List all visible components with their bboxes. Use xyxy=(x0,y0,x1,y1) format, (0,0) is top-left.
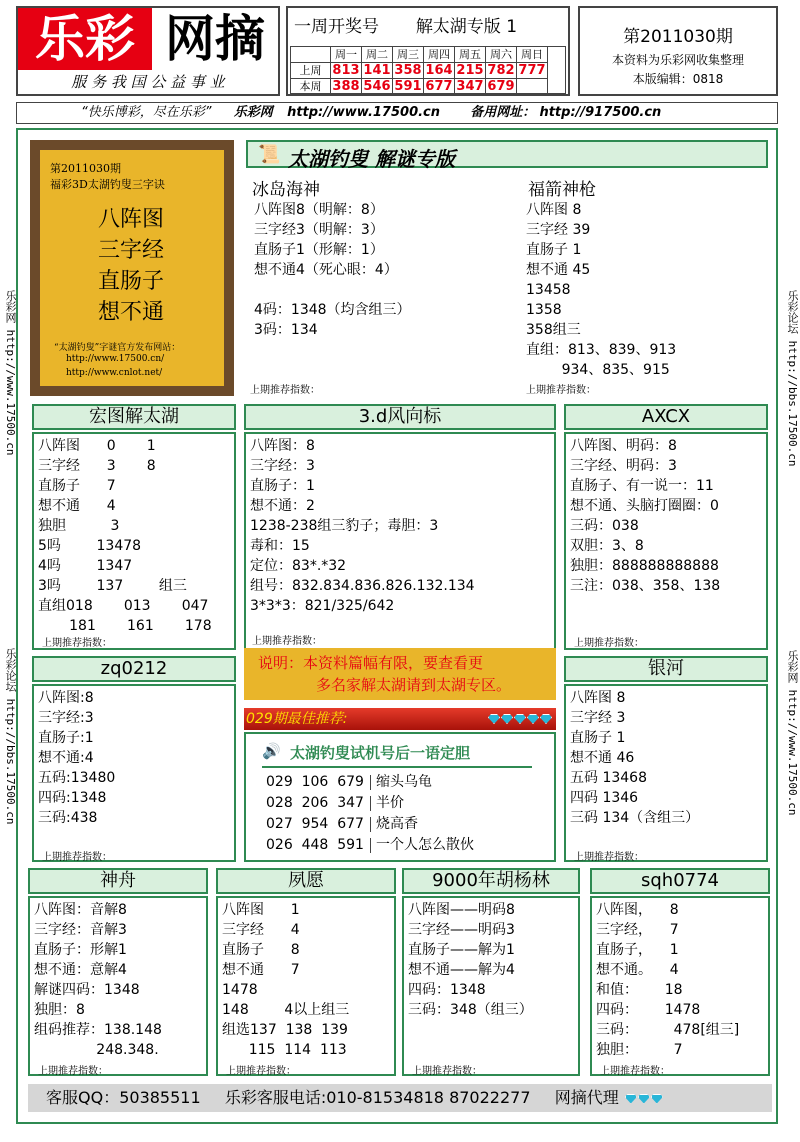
hongtu-line: 直肠子 7 xyxy=(38,478,116,494)
fujian-line: 直肠子 1 xyxy=(526,242,582,258)
axcx-line: 八阵图、明码：8 xyxy=(570,438,677,454)
notice-line-2: 多名家解太湖请到太湖专区。 xyxy=(316,676,512,694)
footer-qq-label: 客服QQ： xyxy=(46,1088,120,1107)
day-header: 周日 xyxy=(517,47,548,63)
hu-line: 三字经——明码3 xyxy=(408,922,515,938)
yinhe-line: 三码 134（含组三） xyxy=(570,810,700,826)
fengxiang-line: 八阵图：8 xyxy=(250,438,315,454)
fengxiang-footer: 上期推荐指数： xyxy=(252,636,322,647)
side-text-right-bottom: 乐彩网 http://www.17500.cn xyxy=(786,650,799,816)
last-week-number: 215 xyxy=(455,63,486,79)
axcx-line: 三码：038 xyxy=(570,518,639,534)
axcx-line: 想不通、头脑打圈圈：0 xyxy=(570,498,719,514)
this-week-number: 388 xyxy=(331,79,362,95)
draw-panel xyxy=(286,6,570,96)
sqh-line: 和值： 18 xyxy=(596,982,683,998)
yinhe-line: 四码 1346 xyxy=(570,790,639,806)
riddle-line-1: 八阵图 xyxy=(98,207,165,232)
fengyuan-line: 115 114 113 xyxy=(222,1042,347,1058)
fengxiang-line: 1238-238组三豹子；毒胆：3 xyxy=(250,518,439,534)
diamond-icon xyxy=(651,1094,663,1104)
day-header: 周二 xyxy=(362,47,393,63)
tagline-site-label: 乐彩网 xyxy=(233,105,273,120)
draw-table xyxy=(290,46,566,94)
best-row-hint: 半价 xyxy=(376,795,404,811)
axcx-line: 三注：038、358、138 xyxy=(570,578,721,594)
bingdao-line: 4码：1348（均含组三） xyxy=(254,302,411,318)
shenzhou-header: 神舟 xyxy=(28,868,208,894)
sqh-line: 直肠子， 1 xyxy=(596,942,679,958)
last-week-number: 813 xyxy=(331,63,362,79)
zq-header: zq0212 xyxy=(32,656,236,682)
side-text-left-bottom: 乐彩论坛 http://bbs.17500.cn xyxy=(4,648,17,825)
day-header: 周三 xyxy=(393,47,424,63)
this-week-number xyxy=(517,79,548,95)
bingdao-footer: 上期推荐指数： xyxy=(250,385,320,396)
hu-footer: 上期推荐指数： xyxy=(412,1066,482,1077)
bingdao-line: 直肠子1（形解：1） xyxy=(254,242,384,258)
sqh-header: sqh0774 xyxy=(590,868,770,894)
logo-le: 乐彩 xyxy=(18,8,152,70)
banner-title: 太湖钓叟 解谜专版 xyxy=(288,147,455,171)
best-row-divider xyxy=(370,775,371,790)
yinhe-line: 三字经 3 xyxy=(570,710,626,726)
bingdao-title: 冰岛海神 xyxy=(252,180,320,200)
best-row-divider xyxy=(370,796,371,811)
bingdao-line: 八阵图8（明解：8） xyxy=(254,202,384,218)
axcx-box xyxy=(564,432,768,650)
yinhe-box xyxy=(564,684,768,862)
this-week-number: 591 xyxy=(393,79,424,95)
footer-tel-label: 乐彩客服电话: xyxy=(224,1088,327,1107)
fengxiang-line: 直肠子：1 xyxy=(250,478,315,494)
fujian-line: 想不通 45 xyxy=(526,262,591,278)
riddle-line-4: 想不通 xyxy=(98,300,165,325)
slogan: 服 务 我 国 公 益 事 业 xyxy=(18,70,278,94)
zq-line: 想不通:4 xyxy=(38,750,94,766)
sqh-footer: 上期推荐指数： xyxy=(600,1066,670,1077)
zq-line: 八阵图:8 xyxy=(38,690,94,706)
tagline-backup-url[interactable]: http://917500.cn xyxy=(539,105,662,120)
fengyuan-line: 直肠子 8 xyxy=(222,942,300,958)
hongtu-footer: 上期推荐指数： xyxy=(42,638,112,649)
fengyuan-line: 组选137 138 139 xyxy=(222,1022,348,1038)
bingdao-line: 三字经3（明解：3） xyxy=(254,222,384,238)
fengyuan-header: 夙愿 xyxy=(216,868,396,894)
best-row-numbers: 026 448 591 xyxy=(266,837,364,853)
editor-note: 本版编辑：0818 xyxy=(632,72,724,86)
last-week-number: 141 xyxy=(362,63,393,79)
sqh-line: 八阵图， 8 xyxy=(596,902,679,918)
this-week-label: 本周 xyxy=(291,79,331,95)
draw-table-corner xyxy=(291,47,331,63)
fujian-line: 三字经 39 xyxy=(526,222,591,238)
axcx-header: AXCX xyxy=(564,404,768,430)
side-text-left-top: 乐彩网 http://www.17500.cn xyxy=(4,290,17,456)
best-bar xyxy=(244,708,556,730)
best-row-hint: 一个人怎么散伙 xyxy=(376,837,474,853)
yinhe-line: 八阵图 8 xyxy=(570,690,626,706)
fujian-line: 1358 xyxy=(526,302,562,318)
this-week-number: 347 xyxy=(455,79,486,95)
shenzhou-line: 直肠子：形解1 xyxy=(34,942,127,958)
hu-line: 三码：348（组三） xyxy=(408,1002,533,1018)
this-week-number: 679 xyxy=(486,79,517,95)
speaker-icon: 🔊 xyxy=(262,742,281,760)
hongtu-line: 独胆 3 xyxy=(38,518,120,534)
riddle-card xyxy=(30,140,234,396)
footer-agent[interactable]: 网摘代理 xyxy=(554,1088,619,1107)
bingdao-line: 3码：134 xyxy=(254,322,318,338)
fujian-line: 直组：813、839、913 xyxy=(526,342,677,358)
shenzhou-line: 组码推荐：138.148 xyxy=(34,1022,162,1038)
fujian-line: 13458 xyxy=(526,282,571,298)
sqh-line: 三码： 478[组三] xyxy=(596,1022,740,1038)
tagline-bar xyxy=(16,102,778,124)
hongtu-line: 4吗 1347 xyxy=(38,558,133,574)
fengyuan-line: 想不通 7 xyxy=(222,962,300,978)
footer-tel[interactable]: 010-81534818 87022277 xyxy=(326,1088,531,1107)
best-row-hint: 烧高香 xyxy=(376,816,418,832)
hongtu-box xyxy=(32,432,236,650)
riddle-url-2[interactable]: http://www.cnlot.net/ xyxy=(66,368,163,378)
this-week-number: 677 xyxy=(424,79,455,95)
last-week-number: 782 xyxy=(486,63,517,79)
fengxiang-line: 定位：83*.*32 xyxy=(250,558,347,574)
zq-footer: 上期推荐指数： xyxy=(42,852,112,863)
source-note: 本资料为乐彩网收集整理 xyxy=(611,53,744,67)
last-week-number: 777 xyxy=(517,63,548,79)
shenzhou-line: 248.348. xyxy=(34,1042,159,1058)
shenzhou-box xyxy=(28,896,208,1076)
zq-line: 三字经:3 xyxy=(38,710,94,726)
best-heading: 太湖钓叟试机号后一语定胆 xyxy=(290,744,471,762)
hongtu-line: 3吗 137 组三 xyxy=(38,578,187,594)
best-row-divider xyxy=(370,838,371,853)
draw-panel-title: 一周开奖号 解太湖专版 1 xyxy=(294,17,518,37)
sqh-line: 独胆： 7 xyxy=(596,1042,683,1058)
fengxiang-line: 3*3*3：821/325/642 xyxy=(250,598,395,614)
axcx-line: 独胆：888888888888 xyxy=(570,558,719,574)
this-week-number: 546 xyxy=(362,79,393,95)
diamond-icon xyxy=(527,714,539,724)
hongtu-line: 想不通 4 xyxy=(38,498,116,514)
hu-box xyxy=(402,896,580,1076)
hongtu-line: 八阵图 0 1 xyxy=(38,438,156,454)
hu-line: 四码：1348 xyxy=(408,982,486,998)
diamond-icon xyxy=(501,714,513,724)
diamond-icon xyxy=(540,714,552,724)
hu-header: 9000年胡杨林 xyxy=(402,868,580,894)
riddle-lines xyxy=(98,204,164,328)
hongtu-header: 宏图解太湖 xyxy=(32,404,236,430)
fujian-footer: 上期推荐指数： xyxy=(526,385,596,396)
fengxiang-box xyxy=(244,432,556,650)
axcx-footer: 上期推荐指数： xyxy=(574,638,644,649)
last-week-number: 358 xyxy=(393,63,424,79)
fengxiang-header: 3.d风向标 xyxy=(244,404,556,430)
notice-line-1: 说明：本资料篇幅有限，要查看更 xyxy=(258,654,484,672)
header-logo xyxy=(16,6,280,96)
shenzhou-line: 想不通：意解4 xyxy=(34,962,127,978)
tagline-site-url[interactable]: http://www.17500.cn xyxy=(287,105,441,120)
best-row-hint: 缩头乌龟 xyxy=(376,774,432,790)
shenzhou-footer: 上期推荐指数： xyxy=(38,1066,108,1077)
hongtu-line: 三字经 3 8 xyxy=(38,458,156,474)
axcx-line: 双胆：3、8 xyxy=(570,538,644,554)
tagline-quote: “快乐博彩，尽在乐彩” xyxy=(81,105,212,120)
shenzhou-line: 八阵图：音解8 xyxy=(34,902,127,918)
best-box xyxy=(244,732,556,862)
zq-line: 五码:13480 xyxy=(38,770,116,786)
hongtu-line: 直组018 013 047 xyxy=(38,598,209,614)
fengyuan-footer: 上期推荐指数： xyxy=(226,1066,296,1077)
tagline-backup-label: 备用网址： xyxy=(470,105,536,120)
riddle-url-1[interactable]: http://www.17500.cn/ xyxy=(66,354,165,364)
sqh-line: 四码： 1478 xyxy=(596,1002,701,1018)
banner xyxy=(246,140,768,171)
yinhe-line: 直肠子 1 xyxy=(570,730,626,746)
best-title: 029期最佳推荐: xyxy=(246,711,348,727)
diamond-icon xyxy=(514,714,526,724)
bingdao-line: 想不通4（死心眼：4） xyxy=(254,262,398,278)
diamond-icons xyxy=(487,708,552,730)
fujian-line: 358组三 xyxy=(526,322,581,338)
fengyuan-line: 1478 xyxy=(222,982,258,998)
diamond-icon xyxy=(488,714,500,724)
sqh-box xyxy=(590,896,770,1076)
zq-line: 四码:1348 xyxy=(38,790,107,806)
best-row-numbers: 027 954 677 xyxy=(266,816,364,832)
best-row-divider xyxy=(370,817,371,832)
fujian-title: 福箭神枪 xyxy=(528,180,596,200)
day-header: 周五 xyxy=(455,47,486,63)
fengxiang-line: 毒和：15 xyxy=(250,538,310,554)
best-row-numbers: 028 206 347 xyxy=(266,795,364,811)
hongtu-line: 5吗 13478 xyxy=(38,538,142,554)
fengxiang-line: 三字经：3 xyxy=(250,458,315,474)
issue-number: 第2011030期 xyxy=(623,27,733,47)
footer-bar xyxy=(28,1084,772,1112)
zq-line: 直肠子:1 xyxy=(38,730,94,746)
diamond-icon xyxy=(638,1094,650,1104)
hongtu-line: 181 161 178 xyxy=(38,618,212,634)
issue-panel xyxy=(578,6,778,96)
shenzhou-line: 独胆：8 xyxy=(34,1002,85,1018)
axcx-line: 三字经、明码：3 xyxy=(570,458,677,474)
footer-qq[interactable]: 50385511 xyxy=(119,1088,201,1107)
riddle-subtitle: 福彩3D太湖钓叟三字诀 xyxy=(50,178,165,191)
fujian-line: 934、835、915 xyxy=(526,362,670,378)
shenzhou-line: 三字经：音解3 xyxy=(34,922,127,938)
day-header: 周一 xyxy=(331,47,362,63)
yinhe-header: 银河 xyxy=(564,656,768,682)
riddle-line-2: 三字经 xyxy=(98,238,165,263)
shenzhou-line: 解谜四码：1348 xyxy=(34,982,140,998)
hu-line: 想不通——解为4 xyxy=(408,962,515,978)
scroll-icon: 📜 xyxy=(258,144,281,165)
riddle-line-3: 直肠子 xyxy=(98,269,165,294)
zq-line: 三码:438 xyxy=(38,810,98,826)
fengyuan-line: 三字经 4 xyxy=(222,922,300,938)
day-header: 周六 xyxy=(486,47,517,63)
sqh-line: 三字经， 7 xyxy=(596,922,679,938)
axcx-line: 直肠子、有一说一：11 xyxy=(570,478,714,494)
riddle-issue: 第2011030期 xyxy=(50,162,121,175)
side-text-right-top: 乐彩论坛 http://bbs.17500.cn xyxy=(786,290,799,467)
notice-box xyxy=(244,648,556,700)
yinhe-footer: 上期推荐指数： xyxy=(574,852,644,863)
diamond-icon xyxy=(625,1094,637,1104)
riddle-note: “太湖钓叟”字谜官方发布网站： xyxy=(54,343,181,353)
sqh-line: 想不通。 4 xyxy=(596,962,679,978)
fengyuan-box xyxy=(216,896,396,1076)
zq-box xyxy=(32,684,236,862)
yinhe-line: 想不通 46 xyxy=(570,750,635,766)
day-header: 周四 xyxy=(424,47,455,63)
hu-line: 直肠子——解为1 xyxy=(408,942,515,958)
best-row-numbers: 029 106 679 xyxy=(266,774,364,790)
logo-wz: 网摘 xyxy=(152,8,278,70)
fengxiang-line: 组号：832.834.836.826.132.134 xyxy=(250,578,475,594)
fengxiang-line: 想不通：2 xyxy=(250,498,315,514)
fengyuan-line: 八阵图 1 xyxy=(222,902,300,918)
last-week-number: 164 xyxy=(424,63,455,79)
fengyuan-line: 148 4以上组三 xyxy=(222,1002,350,1018)
last-week-label: 上周 xyxy=(291,63,331,79)
fujian-line: 八阵图 8 xyxy=(526,202,582,218)
yinhe-line: 五码 13468 xyxy=(570,770,647,786)
hu-line: 八阵图——明码8 xyxy=(408,902,515,918)
